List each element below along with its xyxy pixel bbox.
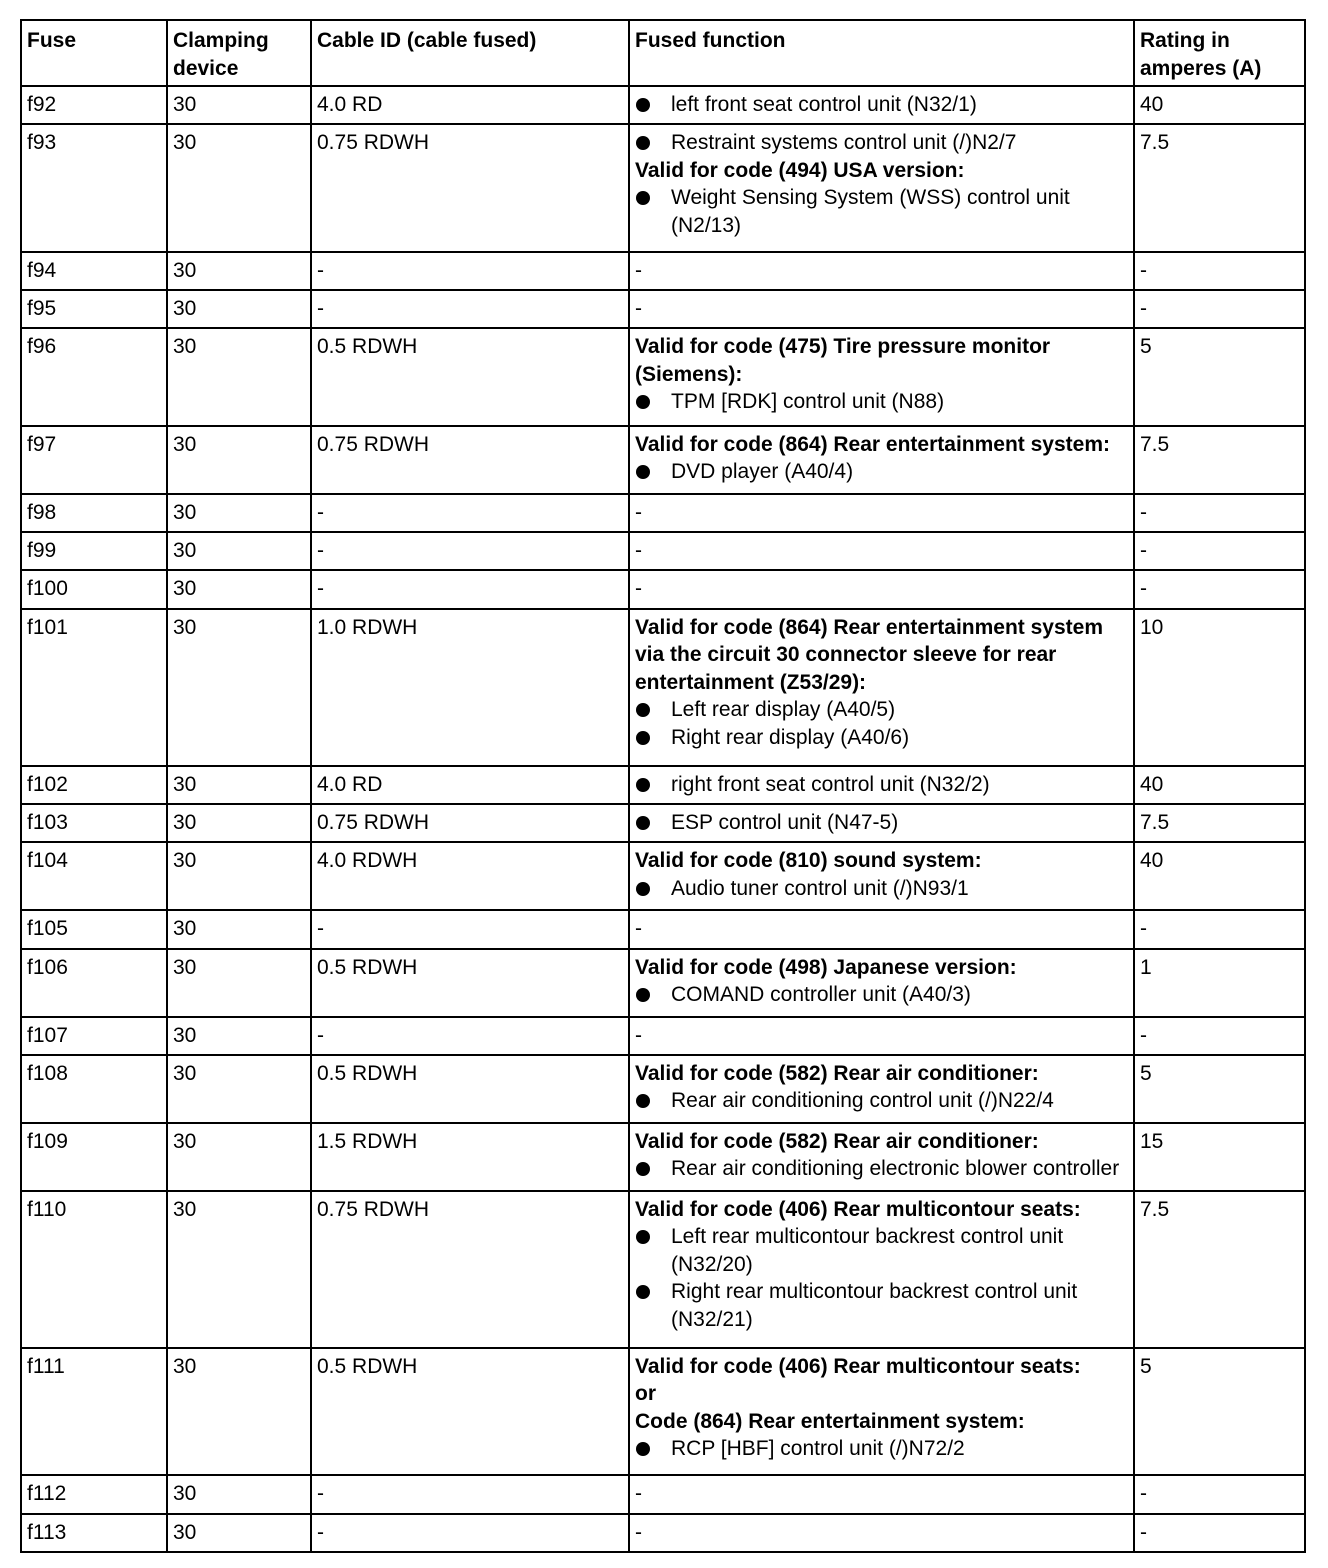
list-item — [635, 458, 1127, 486]
table-row — [21, 842, 1305, 910]
clamping-device-cell: 30 — [167, 1191, 311, 1348]
clamping-device-cell: 30 — [167, 1514, 311, 1553]
function-condition: Valid for code (810) sound system: — [635, 849, 982, 873]
function-text: - — [635, 1023, 642, 1047]
cable-id-cell: - — [311, 532, 629, 570]
clamping-device-cell: 30 — [167, 426, 311, 494]
table-row — [21, 1017, 1305, 1055]
fused-function-cell — [629, 570, 1134, 608]
clamping-device-cell: 30 — [167, 86, 311, 124]
function-list — [635, 1087, 1127, 1115]
table-row — [21, 494, 1305, 532]
function-item-text: TPM [RDK] control unit (N88) — [671, 390, 945, 414]
bullet-icon — [636, 465, 650, 479]
function-condition: Valid for code (406) Rear multicontour seats: — [635, 1197, 1081, 1221]
rating-cell: 7.5 — [1134, 1191, 1305, 1348]
header-rating: Rating in amperes (A) — [1134, 20, 1305, 86]
fused-function-cell — [629, 910, 1134, 948]
fuse-cell: f111 — [21, 1348, 167, 1475]
fused-function-cell — [629, 494, 1134, 532]
clamping-device-cell: 30 — [167, 124, 311, 251]
list-item — [635, 91, 1127, 119]
function-item-text: Audio tuner control unit (/)N93/1 — [671, 876, 969, 900]
header-fuse: Fuse — [21, 20, 167, 86]
function-text: - — [635, 1482, 642, 1506]
rating-cell: - — [1134, 252, 1305, 290]
table-row — [21, 1514, 1305, 1553]
table-row — [21, 910, 1305, 948]
function-item-text: Rear air conditioning electronic blower controller — [671, 1157, 1120, 1181]
table-row — [21, 252, 1305, 290]
fuse-cell: f108 — [21, 1055, 167, 1123]
function-condition: Code (864) Rear entertainment system: — [635, 1409, 1025, 1433]
clamping-device-cell: 30 — [167, 910, 311, 948]
rating-cell: 40 — [1134, 766, 1305, 804]
table-row — [21, 290, 1305, 328]
bullet-icon — [636, 816, 650, 830]
clamping-device-cell: 30 — [167, 494, 311, 532]
fused-function-cell — [629, 328, 1134, 426]
function-item-text: left front seat control unit (N32/1) — [671, 93, 977, 116]
table-body — [21, 86, 1305, 1552]
function-item-text: ESP control unit (N47-5) — [671, 811, 899, 835]
cable-id-cell: - — [311, 910, 629, 948]
fused-function-cell — [629, 1017, 1134, 1055]
function-list — [635, 771, 1127, 799]
fused-function-cell — [629, 1348, 1134, 1475]
rating-cell: 15 — [1134, 1123, 1305, 1191]
table-row — [21, 328, 1305, 426]
cable-id-cell: - — [311, 1017, 629, 1055]
header-fused-function: Fused function — [629, 20, 1134, 86]
table-row — [21, 124, 1305, 251]
function-list — [635, 1435, 1127, 1463]
cable-id-cell: 4.0 RD — [311, 766, 629, 804]
fuse-cell: f97 — [21, 426, 167, 494]
fuse-cell: f92 — [21, 86, 167, 124]
bullet-icon — [636, 1230, 650, 1244]
bullet-icon — [636, 703, 650, 717]
fuse-cell: f104 — [21, 842, 167, 910]
cable-id-cell: - — [311, 290, 629, 328]
clamping-device-cell: 30 — [167, 1055, 311, 1123]
rating-cell: 5 — [1134, 328, 1305, 426]
function-text: - — [635, 539, 642, 563]
fuse-cell: f95 — [21, 290, 167, 328]
fused-function-cell — [629, 804, 1134, 842]
list-item — [635, 1435, 1127, 1463]
bullet-icon — [636, 882, 650, 896]
table-row — [21, 766, 1305, 804]
list-item — [635, 1087, 1127, 1115]
table-row — [21, 804, 1305, 842]
fuse-cell: f113 — [21, 1514, 167, 1553]
clamping-device-cell: 30 — [167, 290, 311, 328]
rating-cell: 5 — [1134, 1055, 1305, 1123]
fuse-cell: f96 — [21, 328, 167, 426]
clamping-device-cell: 30 — [167, 1123, 311, 1191]
bullet-icon — [636, 1162, 650, 1176]
table-row — [21, 426, 1305, 494]
fused-function-cell — [629, 1514, 1134, 1553]
function-item-text: Right rear display (A40/6) — [671, 725, 910, 749]
function-condition: Valid for code (494) USA version: — [635, 158, 965, 182]
function-item-text: DVD player (A40/4) — [671, 460, 854, 484]
function-condition: Valid for code (475) Tire pressure monitor (Siemens): — [635, 335, 1051, 386]
cable-id-cell: - — [311, 252, 629, 290]
cable-id-cell: 0.75 RDWH — [311, 1191, 629, 1348]
fused-function-cell — [629, 290, 1134, 328]
table-row — [21, 532, 1305, 570]
function-text: - — [635, 500, 642, 524]
fuse-cell: f99 — [21, 532, 167, 570]
rating-cell: 1 — [1134, 949, 1305, 1017]
fused-function-cell — [629, 1055, 1134, 1123]
function-list — [635, 129, 1127, 157]
clamping-device-cell: 30 — [167, 842, 311, 910]
bullet-icon — [636, 778, 650, 792]
function-item-text: Left rear display (A40/5) — [671, 698, 896, 722]
function-item-text: Rear air conditioning control unit (/)N22/4 — [671, 1089, 1054, 1113]
rating-cell: - — [1134, 570, 1305, 608]
rating-cell: 5 — [1134, 1348, 1305, 1475]
function-list — [635, 696, 1127, 751]
cable-id-cell: 4.0 RD — [311, 86, 629, 124]
list-item — [635, 184, 1127, 239]
cable-id-cell: 0.75 RDWH — [311, 804, 629, 842]
rating-cell: 40 — [1134, 842, 1305, 910]
list-item — [635, 809, 1127, 837]
list-item — [635, 696, 1127, 724]
function-item-text: right front seat control unit (N32/2) — [671, 772, 990, 796]
bullet-icon — [636, 191, 650, 205]
function-list — [635, 91, 1127, 119]
fuse-cell: f103 — [21, 804, 167, 842]
fuse-cell: f107 — [21, 1017, 167, 1055]
function-item-text: RCP [HBF] control unit (/)N72/2 — [671, 1437, 965, 1461]
rating-cell: - — [1134, 910, 1305, 948]
fuse-cell: f93 — [21, 124, 167, 251]
header-cable-id: Cable ID (cable fused) — [311, 20, 629, 86]
function-list — [635, 388, 1127, 416]
function-item-text: Restraint systems control unit (/)N2/7 — [671, 131, 1017, 155]
rating-cell: - — [1134, 494, 1305, 532]
table-row — [21, 86, 1305, 124]
function-item-text: Right rear multicontour backrest control unit (N32/21) — [671, 1280, 1078, 1331]
fused-function-cell — [629, 1123, 1134, 1191]
cable-id-cell: 0.75 RDWH — [311, 426, 629, 494]
rating-cell: - — [1134, 290, 1305, 328]
cable-id-cell: 1.0 RDWH — [311, 609, 629, 766]
function-condition: Valid for code (582) Rear air conditioner: — [635, 1061, 1039, 1085]
bullet-icon — [636, 395, 650, 409]
function-condition: or — [635, 1382, 656, 1406]
fused-function-cell — [629, 426, 1134, 494]
clamping-device-cell: 30 — [167, 1348, 311, 1475]
fused-function-cell — [629, 86, 1134, 124]
list-item — [635, 1278, 1127, 1333]
cable-id-cell: - — [311, 494, 629, 532]
clamping-device-cell: 30 — [167, 328, 311, 426]
list-item — [635, 129, 1127, 157]
bullet-icon — [636, 1285, 650, 1299]
function-text: - — [635, 577, 642, 601]
table-row — [21, 609, 1305, 766]
bullet-icon — [636, 98, 650, 112]
rating-cell: 7.5 — [1134, 426, 1305, 494]
function-text: - — [635, 917, 642, 941]
fuse-cell: f101 — [21, 609, 167, 766]
function-text: - — [635, 1520, 642, 1544]
header-row — [21, 20, 1305, 86]
function-item-text: Left rear multicontour backrest control unit (N32/20) — [671, 1225, 1064, 1276]
list-item — [635, 388, 1127, 416]
fuse-table — [20, 19, 1306, 1553]
bullet-icon — [636, 1094, 650, 1108]
clamping-device-cell: 30 — [167, 532, 311, 570]
table-row — [21, 949, 1305, 1017]
rating-cell: 40 — [1134, 86, 1305, 124]
fuse-cell: f105 — [21, 910, 167, 948]
cable-id-cell: - — [311, 1514, 629, 1553]
clamping-device-cell: 30 — [167, 766, 311, 804]
clamping-device-cell: 30 — [167, 252, 311, 290]
bullet-icon — [636, 1442, 650, 1456]
table-row — [21, 1191, 1305, 1348]
clamping-device-cell: 30 — [167, 1017, 311, 1055]
list-item — [635, 771, 1127, 799]
cable-id-cell: 4.0 RDWH — [311, 842, 629, 910]
cable-id-cell: 0.5 RDWH — [311, 1348, 629, 1475]
cable-id-cell: - — [311, 570, 629, 608]
fused-function-cell — [629, 766, 1134, 804]
clamping-device-cell: 30 — [167, 570, 311, 608]
list-item — [635, 981, 1127, 1009]
list-item — [635, 1155, 1127, 1183]
fuse-cell: f109 — [21, 1123, 167, 1191]
fuse-cell: f102 — [21, 766, 167, 804]
function-item-text: Weight Sensing System (WSS) control unit (N2/13) — [671, 186, 1070, 237]
table-row — [21, 1475, 1305, 1513]
list-item — [635, 875, 1127, 903]
rating-cell: 7.5 — [1134, 804, 1305, 842]
fuse-cell: f94 — [21, 252, 167, 290]
cable-id-cell: - — [311, 1475, 629, 1513]
table-row — [21, 1123, 1305, 1191]
table-row — [21, 570, 1305, 608]
bullet-icon — [636, 988, 650, 1002]
list-item — [635, 1223, 1127, 1278]
function-condition: Valid for code (406) Rear multicontour seats: — [635, 1354, 1081, 1378]
cable-id-cell: 0.5 RDWH — [311, 328, 629, 426]
clamping-device-cell: 30 — [167, 804, 311, 842]
function-list — [635, 1223, 1127, 1333]
rating-cell: 7.5 — [1134, 124, 1305, 251]
clamping-device-cell: 30 — [167, 949, 311, 1017]
fused-function-cell — [629, 1475, 1134, 1513]
function-list — [635, 809, 1127, 837]
cable-id-cell: 0.5 RDWH — [311, 949, 629, 1017]
rating-cell: - — [1134, 1017, 1305, 1055]
bullet-icon — [636, 136, 650, 150]
fuse-cell: f106 — [21, 949, 167, 1017]
cable-id-cell: 1.5 RDWH — [311, 1123, 629, 1191]
fused-function-cell — [629, 532, 1134, 570]
fuse-cell: f112 — [21, 1475, 167, 1513]
list-item — [635, 724, 1127, 752]
function-list — [635, 875, 1127, 903]
function-text: - — [635, 296, 642, 320]
function-list — [635, 458, 1127, 486]
table-row — [21, 1055, 1305, 1123]
rating-cell: - — [1134, 1475, 1305, 1513]
fused-function-cell — [629, 252, 1134, 290]
clamping-device-cell: 30 — [167, 1475, 311, 1513]
fused-function-cell — [629, 949, 1134, 1017]
fused-function-cell — [629, 842, 1134, 910]
bullet-icon — [636, 731, 650, 745]
fuse-cell: f98 — [21, 494, 167, 532]
function-condition: Valid for code (582) Rear air conditioner: — [635, 1129, 1039, 1153]
rating-cell: 10 — [1134, 609, 1305, 766]
function-text: - — [635, 258, 642, 282]
header-clamping-device: Clamping device — [167, 20, 311, 86]
function-condition: Valid for code (864) Rear entertainment system: — [635, 432, 1110, 456]
cable-id-cell: 0.5 RDWH — [311, 1055, 629, 1123]
clamping-device-cell: 30 — [167, 609, 311, 766]
table-row — [21, 1348, 1305, 1475]
fuse-cell: f110 — [21, 1191, 167, 1348]
rating-cell: - — [1134, 532, 1305, 570]
rating-cell: - — [1134, 1514, 1305, 1553]
fused-function-cell — [629, 609, 1134, 766]
fused-function-cell — [629, 1191, 1134, 1348]
fuse-cell: f100 — [21, 570, 167, 608]
function-condition: Valid for code (498) Japanese version: — [635, 955, 1017, 979]
function-list — [635, 1155, 1127, 1183]
function-condition: Valid for code (864) Rear entertainment system via the circuit 30 connector sleeve for rear entertainment (Z53/29): — [635, 615, 1103, 694]
cable-id-cell: 0.75 RDWH — [311, 124, 629, 251]
function-list — [635, 184, 1127, 239]
function-list — [635, 981, 1127, 1009]
function-item-text: COMAND controller unit (A40/3) — [671, 983, 971, 1007]
fused-function-cell — [629, 124, 1134, 251]
